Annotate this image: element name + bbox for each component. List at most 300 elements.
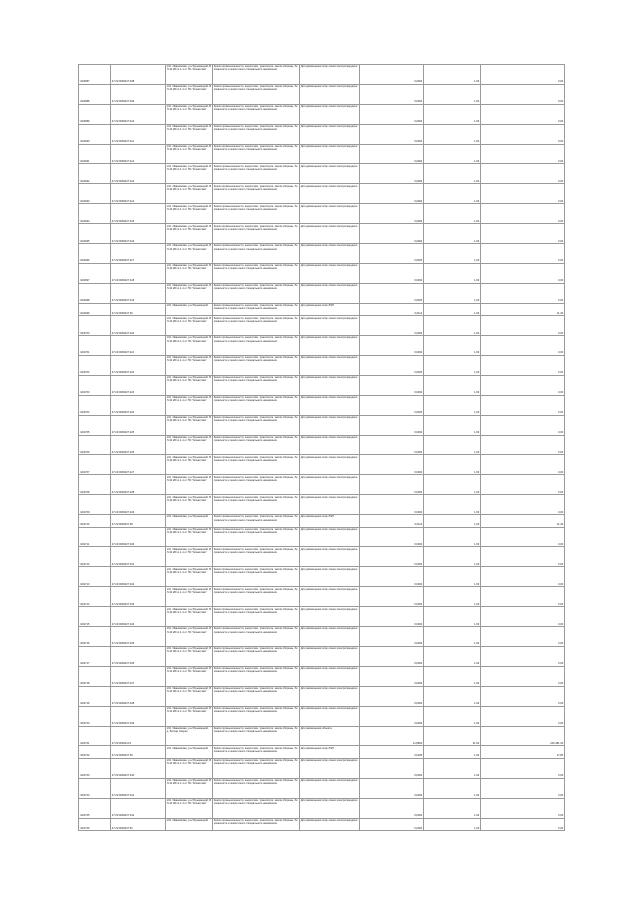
area-value: 0,0004 [360,475,424,495]
land-category: Земли промышленности, энергетики, транспорта, земли обороны, безопасности и земли иного специального назначения [213,316,300,336]
cadastral-number: 27:22:0000427:433 [111,587,166,607]
table-row [79,567,565,587]
amount-value: 0,00 [481,244,565,264]
rate-value: 1,00 [424,758,481,778]
rate-value: 1,00 [424,435,481,455]
table-row [79,415,565,435]
land-category: Земли промышленности, энергетики, транспорта, земли обороны, безопасности и земли иного специального назначения [213,435,300,455]
land-category: Земли промышленности, энергетики, транспорта, земли обороны, безопасности и земли иного специального назначения [213,627,300,647]
land-category: Земли промышленности, энергетики, транспорта, земли обороны, безопасности и земли иного специального назначения [213,355,300,375]
area-value: 0,0004 [360,567,424,587]
rate-value: 1,00 [424,164,481,184]
cadastral-number: 27:22:0000427:442 [111,798,166,818]
area-value: 0,0004 [360,124,424,144]
land-category: Земли промышленности, энергетики, транспорта, земли обороны, безопасности и земли иного специального назначения [213,84,300,104]
rate-value: 1,00 [424,778,481,798]
area-value: 0,0004 [360,263,424,283]
cadastral-number: 27:22:0000427:428 [111,475,166,495]
table-row [79,798,565,818]
address: обл. Ивановская, р-н Юрьевецкий, д. Болгар Озерки [166,726,213,746]
record-number: Ч4/2713 [79,567,111,587]
permitted-use: Для размещения опор линии электропередачи [300,646,360,666]
amount-value: 0,00 [481,778,565,798]
amount-value: 0,00 [481,336,565,356]
area-value: 0,0180 [360,746,424,759]
area-value: 0,0004 [360,547,424,567]
amount-value: 0,00 [481,686,565,706]
area-value: 0,0004 [360,587,424,607]
rate-value: 1,00 [424,184,481,204]
cadastral-number: 27:22:0000427:435 [111,627,166,647]
land-category: Земли промышленности, энергетики, транспорта, земли обороны, безопасности и земли иного специального назначения [213,124,300,144]
permitted-use: Для размещения объекта [300,726,360,746]
address: обл. Ивановская, р-н Юрьевецкий, ВЛ-10 кВ № 1-1 от ПС "Ёлнатская" [166,686,213,706]
amount-value: 0,00 [481,547,565,567]
record-number: Ч4/2717 [79,646,111,666]
permitted-use: Для размещения опор линии электропередачи [300,758,360,778]
record-number: Ч4/2721 [79,726,111,746]
table-row [79,316,565,336]
address: обл. Ивановская, р-н Юрьевецкий, ВЛ-10 кВ № 1-1 от ПС "Ёлнатская" [166,587,213,607]
cadastral-number: 27:22:0000427:423 [111,375,166,395]
record-number: Ч4/2709 [79,495,111,515]
cadastral-number: 27:22:0000427:415 [111,204,166,224]
permitted-use: Для размещения опор линии электропередачи [300,778,360,798]
land-plot-table [78,64,565,831]
area-value: 0,0004 [360,607,424,627]
permitted-use: Для размещения опор линии электропередачи [300,336,360,356]
table-row [79,224,565,244]
rate-value: 1,00 [424,104,481,124]
permitted-use: Для размещения опор линии электропередачи [300,164,360,184]
record-number: Ч4/2699 [79,303,111,316]
permitted-use: Для размещения опор линии электропередачи [300,706,360,726]
land-category: Земли промышленности, энергетики, транспорта, земли обороны, безопасности и земли иного специального назначения [213,263,300,283]
rate-value: 1,00 [424,475,481,495]
table-row [79,303,565,316]
land-category: Земли промышленности, энергетики, транспорта, земли обороны, безопасности и земли иного специального назначения [213,758,300,778]
permitted-use: Для размещения опор линии электропередачи [300,395,360,415]
address: обл. Ивановская, р-н Юрьевецкий, ВЛ-10 кВ № 1-1 от ПС "Ёлнатская" [166,375,213,395]
area-value: 0,0004 [360,527,424,547]
table-row [79,547,565,567]
permitted-use: Для размещения опор ЛЭП [300,515,360,528]
table-row [79,124,565,144]
record-number: Ч4/2693 [79,184,111,204]
record-number: Ч4/2724 [79,778,111,798]
permitted-use: Для размещения опор линии электропередачи [300,415,360,435]
amount-value: 0,00 [481,65,565,85]
land-category: Земли промышленности, энергетики, транспорта, земли обороны, безопасности и земли иного специального назначения [213,666,300,686]
table-row [79,686,565,706]
permitted-use: Для размещения опор линии электропередачи [300,355,360,375]
area-value: 0,0004 [360,244,424,264]
area-value: 0,0004 [360,65,424,85]
amount-value: 11,40 [481,303,565,316]
land-category: Земли промышленности, энергетики, транспорта, земли обороны, безопасности и земли иного специального назначения [213,375,300,395]
area-value: 0,0004 [360,455,424,475]
table-row [79,646,565,666]
amount-value: 0,00 [481,587,565,607]
amount-value: 0,00 [481,415,565,435]
permitted-use: Для размещения опор линии электропередачи [300,84,360,104]
amount-value: 0,00 [481,263,565,283]
area-value: 0,0004 [360,758,424,778]
address: обл. Ивановская, р-н Юрьевецкий, ВЛ-10 кВ № 1-1 от ПС "Ёлнатская" [166,84,213,104]
record-number: Ч4/2723 [79,758,111,778]
rate-value: 1,00 [424,124,481,144]
area-value: 0,0004 [360,164,424,184]
address: обл. Ивановская, р-н Юрьевецкий [166,746,213,759]
record-number: Ч4/2704 [79,395,111,415]
cadastral-number: 27:22:0000427:441 [111,778,166,798]
record-number: Ч4/2726 [79,818,111,831]
table-row [79,495,565,515]
permitted-use: Для размещения опор линии электропередачи [300,184,360,204]
address: обл. Ивановская, р-н Юрьевецкий, ВЛ-10 кВ № 1-1 от ПС "Ёлнатская" [166,666,213,686]
table-row [79,283,565,303]
cadastral-number: 27:22:0000427:427 [111,455,166,475]
record-number: Ч4/2705 [79,415,111,435]
table-row [79,818,565,831]
cadastral-number: 27:22:0000427:421 [111,336,166,356]
cadastral-number: 27:22:0000427:46 [111,303,166,316]
land-category: Земли промышленности, энергетики, транспорта, земли обороны, безопасности и земли иного специального назначения [213,818,300,831]
rate-value: 1,00 [424,567,481,587]
rate-value: 1,00 [424,415,481,435]
permitted-use: Для размещения опор линии электропередачи [300,818,360,831]
amount-value: 0,00 [481,798,565,818]
cadastral-number: 27:22:0000427:419 [111,283,166,303]
amount-value: 0,00 [481,164,565,184]
area-value: 0,0114 [360,515,424,528]
permitted-use: Для размещения опор линии электропередачи [300,547,360,567]
amount-value: 0,00 [481,818,565,831]
address: обл. Ивановская, р-н Юрьевецкий, ВЛ-10 кВ № 1-1 от ПС "Ёлнатская" [166,124,213,144]
address: обл. Ивановская, р-н Юрьевецкий, ВЛ-10 кВ № 1-1 от ПС "Ёлнатская" [166,164,213,184]
land-category: Земли промышленности, энергетики, транспорта, земли обороны, безопасности и земли иного специального назначения [213,547,300,567]
table-row [79,726,565,746]
cadastral-number: 27:22:0000427:420 [111,316,166,336]
cadastral-number: 27:22:0000427:432 [111,567,166,587]
rate-value: 1,00 [424,283,481,303]
address: обл. Ивановская, р-н Юрьевецкий, ВЛ-10 кВ № 1-1 от ПС "Ёлнатская" [166,495,213,515]
table-row [79,666,565,686]
address: обл. Ивановская, р-н Юрьевецкий, ВЛ-10 кВ № 1-1 от ПС "Ёлнатская" [166,527,213,547]
table-row [79,65,565,85]
cadastral-number: 27:22:0000427:424 [111,395,166,415]
table-row [79,263,565,283]
rate-value: 1,00 [424,84,481,104]
rate-value: 1,00 [424,395,481,415]
table-row [79,455,565,475]
rate-value: 1,00 [424,316,481,336]
record-number: Ч4/2687 [79,65,111,85]
area-value: 0,0004 [360,144,424,164]
amount-value: 0,00 [481,224,565,244]
cadastral-number: 27:22:0000427:411 [111,124,166,144]
table-row [79,164,565,184]
table-row [79,587,565,607]
permitted-use: Для размещения опор линии электропередачи [300,666,360,686]
table-row [79,778,565,798]
cadastral-number: 27:22:0000427:431 [111,547,166,567]
cadastral-number: 27:22:0000427:434 [111,607,166,627]
table-row [79,355,565,375]
area-value: 0,0004 [360,627,424,647]
permitted-use: Для размещения опор линии электропередачи [300,224,360,244]
area-value: 0,0004 [360,495,424,515]
record-number: Ч4/2714 [79,587,111,607]
rate-value: 1,00 [424,244,481,264]
address: обл. Ивановская, р-н Юрьевецкий [166,515,213,528]
record-number: Ч4/2711 [79,527,111,547]
amount-value: 0,00 [481,495,565,515]
area-value: 0,0004 [360,84,424,104]
record-number: Ч4/2697 [79,263,111,283]
cadastral-number: 27:22:0000427:412 [111,144,166,164]
address: обл. Ивановская, р-н Юрьевецкий, ВЛ-10 кВ № 1-1 от ПС "Ёлнатская" [166,758,213,778]
land-category: Земли промышленности, энергетики, транспорта, земли обороны, безопасности и земли иного специального назначения [213,65,300,85]
record-number: Ч4/2715 [79,607,111,627]
area-value: 0,0004 [360,355,424,375]
amount-value: 0,00 [481,316,565,336]
permitted-use: Для размещения опор линии электропередачи [300,435,360,455]
rate-value: 1,00 [424,686,481,706]
amount-value: 0,00 [481,706,565,726]
cadastral-number: 27:22:0000427:418 [111,263,166,283]
address: обл. Ивановская, р-н Юрьевецкий, ВЛ-10 кВ № 1-1 от ПС "Ёлнатская" [166,355,213,375]
rate-value: 1,00 [424,587,481,607]
record-number: Ч4/2694 [79,204,111,224]
permitted-use: Для размещения опор линии электропередачи [300,244,360,264]
address: обл. Ивановская, р-н Юрьевецкий, ВЛ-10 кВ № 1-1 от ПС "Ёлнатская" [166,798,213,818]
cadastral-number: 27:22:0000427:437 [111,666,166,686]
area-value: 0,0004 [360,316,424,336]
cadastral-number: 27:22:0000427:51 [111,818,166,831]
address: обл. Ивановская, р-н Юрьевецкий, ВЛ-10 кВ № 1-1 от ПС "Ёлнатская" [166,567,213,587]
rate-value: 1,00 [424,495,481,515]
land-category: Земли промышленности, энергетики, транспорта, земли обороны, безопасности и земли иного специального назначения [213,607,300,627]
cadastral-number: 27:22:0000427:48 [111,515,166,528]
land-category: Земли промышленности, энергетики, транспорта, земли обороны, безопасности и земли иного специального назначения [213,395,300,415]
amount-value: 0,00 [481,375,565,395]
land-category: Земли промышленности, энергетики, транспорта, земли обороны, безопасности и земли иного специального назначения [213,104,300,124]
rate-value: 1,00 [424,204,481,224]
land-category: Земли промышленности, энергетики, транспорта, земли обороны, безопасности и земли иного специального назначения [213,567,300,587]
amount-value: 249 481,20 [481,726,565,746]
area-value: 0,0004 [360,375,424,395]
rate-value: 1,00 [424,666,481,686]
cadastral-number: 27:22:0000427:422 [111,355,166,375]
cadastral-number: 27:22:0000427:426 [111,435,166,455]
area-value: 0,0004 [360,798,424,818]
amount-value: 17,80 [481,746,565,759]
amount-value: 0,00 [481,283,565,303]
permitted-use: Для размещения опор линии электропередачи [300,124,360,144]
table-row [79,527,565,547]
permitted-use: Для размещения опор линии электропередачи [300,283,360,303]
land-category: Земли промышленности, энергетики, транспорта, земли обороны, безопасности и земли иного специального назначения [213,746,300,759]
address: обл. Ивановская, р-н Юрьевецкий, ВЛ-10 кВ № 1-1 от ПС "Ёлнатская" [166,627,213,647]
table-row [79,758,565,778]
rate-value: 1,00 [424,798,481,818]
land-category: Земли промышленности, энергетики, транспорта, земли обороны, безопасности и земли иного специального назначения [213,144,300,164]
land-category: Земли промышленности, энергетики, транспорта, земли обороны, безопасности и земли иного специального назначения [213,495,300,515]
area-value: 0,0004 [360,395,424,415]
table-row [79,746,565,759]
cadastral-number: 27:22:0000411:5 [111,726,166,746]
record-number: Ч4/2708 [79,475,111,495]
address: обл. Ивановская, р-н Юрьевецкий, ВЛ-10 кВ № 1-1 от ПС "Ёлнатская" [166,435,213,455]
cadastral-number: 27:22:0000427:436 [111,646,166,666]
amount-value: 0,00 [481,184,565,204]
record-number: Ч4/2716 [79,627,111,647]
address: обл. Ивановская, р-н Юрьевецкий, ВЛ-10 кВ № 1-1 от ПС "Ёлнатская" [166,263,213,283]
record-number: Ч4/2703 [79,375,111,395]
address: обл. Ивановская, р-н Юрьевецкий, ВЛ-10 кВ № 1-1 от ПС "Ёлнатская" [166,316,213,336]
area-value: 0,0004 [360,686,424,706]
land-category: Земли промышленности, энергетики, транспорта, земли обороны, безопасности и земли иного специального назначения [213,778,300,798]
table-row [79,104,565,124]
table-row [79,475,565,495]
permitted-use: Для размещения опор линии электропередачи [300,375,360,395]
address: обл. Ивановская, р-н Юрьевецкий, ВЛ-10 кВ № 1-1 от ПС "Ёлнатская" [166,336,213,356]
amount-value: 0,00 [481,527,565,547]
area-value: 0,0004 [360,415,424,435]
rate-value: 1,00 [424,375,481,395]
land-category: Земли промышленности, энергетики, транспорта, земли обороны, безопасности и земли иного специального назначения [213,455,300,475]
address: обл. Ивановская, р-н Юрьевецкий, ВЛ-10 кВ № 1-1 от ПС "Ёлнатская" [166,395,213,415]
land-category: Земли промышленности, энергетики, транспорта, земли обороны, безопасности и земли иного специального назначения [213,204,300,224]
address: обл. Ивановская, р-н Юрьевецкий, ВЛ-10 кВ № 1-1 от ПС "Ёлнатская" [166,706,213,726]
permitted-use: Для размещения опор ЛЭП [300,746,360,759]
record-number: Ч4/2690 [79,124,111,144]
area-value: 0,0004 [360,818,424,831]
rate-value: 1,00 [424,336,481,356]
record-number: Ч4/2722 [79,746,111,759]
permitted-use: Для размещения опор линии электропередачи [300,65,360,85]
amount-value: 0,00 [481,395,565,415]
record-number: Ч4/2718 [79,666,111,686]
permitted-use: Для размещения опор линии электропередачи [300,527,360,547]
land-category: Земли промышленности, энергетики, транспорта, земли обороны, безопасности и земли иного специального назначения [213,515,300,528]
permitted-use: Для размещения опор линии электропередачи [300,455,360,475]
land-category: Земли промышленности, энергетики, транспорта, земли обороны, безопасности и земли иного специального назначения [213,726,300,746]
permitted-use: Для размещения опор линии электропередачи [300,686,360,706]
amount-value: 0,00 [481,627,565,647]
rate-value: 1,00 [424,646,481,666]
cadastral-number: 27:22:0000427:416 [111,224,166,244]
record-number: Ч4/2689 [79,104,111,124]
rate-value: 1,00 [424,706,481,726]
permitted-use: Для размещения опор линии электропередачи [300,316,360,336]
amount-value: 0,00 [481,355,565,375]
amount-value: 0,00 [481,84,565,104]
amount-value: 0,00 [481,104,565,124]
land-category: Земли промышленности, энергетики, транспорта, земли обороны, безопасности и земли иного специального назначения [213,244,300,264]
rate-value: 1,00 [424,224,481,244]
permitted-use: Для размещения опор линии электропередачи [300,607,360,627]
rate-value: 1,00 [424,355,481,375]
permitted-use: Для размещения опор ЛЭП [300,303,360,316]
table-row [79,184,565,204]
permitted-use: Для размещения опор линии электропередачи [300,475,360,495]
record-number: Ч4/2719 [79,686,111,706]
land-category: Земли промышленности, энергетики, транспорта, земли обороны, безопасности и земли иного специального назначения [213,336,300,356]
cadastral-number: 27:22:0000427:417 [111,244,166,264]
amount-value: 0,00 [481,607,565,627]
record-number: Ч4/2712 [79,547,111,567]
permitted-use: Для размещения опор линии электропередачи [300,144,360,164]
rate-value: 1,00 [424,144,481,164]
permitted-use: Для размещения опор линии электропередачи [300,204,360,224]
amount-value: 0,00 [481,646,565,666]
area-value: 0,0004 [360,104,424,124]
amount-value: 0,00 [481,124,565,144]
rate-value: 1,00 [424,263,481,283]
address: обл. Ивановская, р-н Юрьевецкий, ВЛ-10 кВ № 1-1 от ПС "Ёлнатская" [166,283,213,303]
area-value: 0,0004 [360,204,424,224]
address: обл. Ивановская, р-н Юрьевецкий, ВЛ-10 кВ № 1-1 от ПС "Ёлнатская" [166,224,213,244]
address: обл. Ивановская, р-н Юрьевецкий, ВЛ-10 кВ № 1-1 от ПС "Ёлнатская" [166,475,213,495]
area-value: 11,8800 [360,726,424,746]
table-row [79,84,565,104]
land-category: Земли промышленности, энергетики, транспорта, земли обороны, безопасности и земли иного специального назначения [213,646,300,666]
area-value: 0,0004 [360,666,424,686]
table-row [79,244,565,264]
land-category: Земли промышленности, энергетики, транспорта, земли обороны, безопасности и земли иного специального назначения [213,475,300,495]
cadastral-number: 27:22:0000427:414 [111,184,166,204]
cadastral-number: 27:22:0000427:425 [111,415,166,435]
table-row [79,144,565,164]
land-category: Земли промышленности, энергетики, транспорта, земли обороны, безопасности и земли иного специального назначения [213,706,300,726]
land-category: Земли промышленности, энергетики, транспорта, земли обороны, безопасности и земли иного специального назначения [213,184,300,204]
permitted-use: Для размещения опор линии электропередачи [300,495,360,515]
cadastral-number: 27:22:0000427:413 [111,164,166,184]
permitted-use: Для размещения опор линии электропередачи [300,263,360,283]
cadastral-number: 27:22:0000427:439 [111,706,166,726]
amount-value: 0,00 [481,666,565,686]
rate-value: 1,00 [424,746,481,759]
record-number: Ч4/2692 [79,164,111,184]
cadastral-number: 27:22:0000427:408 [111,65,166,85]
address: обл. Ивановская, р-н Юрьевецкий, ВЛ-10 кВ № 1-1 от ПС "Ёлнатская" [166,778,213,798]
land-category: Земли промышленности, энергетики, транспорта, земли обороны, безопасности и земли иного специального назначения [213,224,300,244]
address: обл. Ивановская, р-н Юрьевецкий, ВЛ-10 кВ № 1-1 от ПС "Ёлнатская" [166,547,213,567]
land-category: Земли промышленности, энергетики, транспорта, земли обороны, безопасности и земли иного специального назначения [213,303,300,316]
address: обл. Ивановская, р-н Юрьевецкий, ВЛ-10 кВ № 1-1 от ПС "Ёлнатская" [166,646,213,666]
table-row [79,435,565,455]
amount-value: 0,00 [481,144,565,164]
land-category: Земли промышленности, энергетики, транспорта, земли обороны, безопасности и земли иного специального назначения [213,283,300,303]
cadastral-number: 27:22:0000427:440 [111,758,166,778]
cadastral-number: 27:22:0000427:50 [111,746,166,759]
area-value: 0,0004 [360,706,424,726]
address: обл. Ивановская, р-н Юрьевецкий, ВЛ-10 кВ № 1-1 от ПС "Ёлнатская" [166,184,213,204]
land-category: Земли промышленности, энергетики, транспорта, земли обороны, безопасности и земли иного специального назначения [213,527,300,547]
address: обл. Ивановская, р-н Юрьевецкий, ВЛ-10 кВ № 1-1 от ПС "Ёлнатская" [166,607,213,627]
cadastral-number: 27:22:0000427:429 [111,495,166,515]
permitted-use: Для размещения опор линии электропередачи [300,104,360,124]
land-category: Земли промышленности, энергетики, транспорта, земли обороны, безопасности и земли иного специального назначения [213,415,300,435]
amount-value: 0,00 [481,567,565,587]
land-category: Земли промышленности, энергетики, транспорта, земли обороны, безопасности и земли иного специального назначения [213,686,300,706]
record-number: Ч4/2700 [79,316,111,336]
land-category: Земли промышленности, энергетики, транспорта, земли обороны, безопасности и земли иного специального назначения [213,798,300,818]
register-sheet [78,64,564,831]
address: обл. Ивановская, р-н Юрьевецкий, ВЛ-10 кВ № 1-1 от ПС "Ёлнатская" [166,244,213,264]
